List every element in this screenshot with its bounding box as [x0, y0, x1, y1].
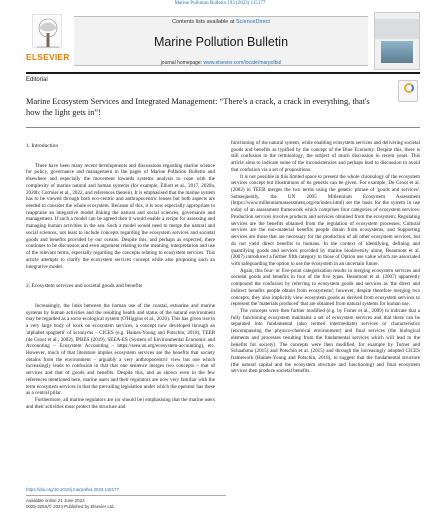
journal-homepage-link[interactable]: www.elsevier.com/locate/marpolbul — [203, 60, 282, 66]
article-type: Editorial — [26, 77, 48, 83]
left-column — [26, 140, 215, 410]
article-footer — [26, 487, 226, 510]
issn-copyright: 0025-326X/© 2023 Published by Elsevier Ltd. — [26, 503, 115, 509]
journal-homepage-line — [74, 60, 368, 66]
paragraph: Again, this four- or five-point categorisation results in merging ecosystem services and societal goods and benefits in four of the five types. Beaumont et al. (2007) apparently compound the confusion by referring to ecosystem goods and services as 'the direct and indirect benefits people obtain from ecosystems'; however, despite therefore merging two concepts, they also implicitly view ecosystem goods as derived from ecosystem services to represent the 'materials produced' that are obtained from natural systems for human use. — [231, 267, 420, 308]
elsevier-logo — [26, 12, 68, 62]
journal-header — [26, 12, 420, 68]
paragraph: The concepts were then further modified (e.g. by Fisher et al., 2009) to indicate that a fully functioning ecosystem maintains a set of ecosystem services and that these can be separated into fundamental (also termed intermediate) services or characteristics (encompassing the physico-chemical environment) and final services (the biological elements and processes resulting from the fundamental services which will lead to the benefits for society). The concepts were then modified, for example by Turner and Schaafsma (2015) and Potschin et al. (2015) and through the increasingly adopted CICES framework (Haines-Young and Potschin, 2018), to suggest that the fundamental structure (the natural capital and the ecosystem structure and functioning) and final ecosystem services then produce societal benefits. — [231, 307, 420, 375]
cover-title-band — [375, 19, 419, 39]
right-column — [231, 140, 420, 375]
paragraph: It is not possible in this limited space to present the whole chronology of the ecosystem services concept but illustrations of its genesis can be given. For example, De Groot et al. (2002) in TEEB merges the two terms using the generic phrase of 'goods and services'. Subsequently, the UN 2005 Millennium Ecosystem Assessment (https://www.millenniumassessment.org/en/index.html) set the basis for the system in use today of an assessment framework which comprises four categories of ecosystem services: Production services involve products and services obtained from the ecosystem; Regulating services are the benefits obtained from the regulation of ecosystem processes; Cultural services are the non-material benefits people obtain from ecosystems, and Supporting services are those that are necessary for the production of all other ecosystem services, but do not yield direct benefits to humans. In the context of identifying, defining and quantifying goods and services provided by marine biodiversity alone, Beaumont et al. (2007) introduced a further fifth category to those of Option use value which are associated with safeguarding the option to use the ecosystem in an uncertain future. — [231, 173, 420, 267]
paragraph: Increasingly, the links between the human use of the coastal, estuarine and marine systems by human activities and the resulting health and status of the natural environment may be regarded as a socio-ecological system (O'Higgins et al., 2020). This has given rise to a very large body of work on ecosystem services, a concept now developed through an 'alphabet spaghetti' of acronyms – CICES (e.g. Haines-Young and Potschin, 2018), TEEB (de Groot et al., 2002), IPBES (2019), SEEA-ES (System of Environmental Economic and Accounting – Ecosystem Accounting - https://seea.un.org/ecosystem-accounting), etc. However, much of that literature implies ecosystem services are the benefits that society obtains from the environment – arguably a very anthropocentric view but one which increasingly leads to confusion in that that one sentence merges two concepts – that of services and that of goods and benefits. Despite this, and as shown even in the few references mentioned here, marine users and their regulators are now very familiar with the term ecosystem services in that the prevailing legislation under which the operator has these as a central pillar. — [26, 302, 215, 397]
paragraph: Furthermore, all marine regulators are (or should be) emphasising that the marine users and their activities must protect the structure and — [26, 397, 215, 410]
elsevier-tree-icon — [32, 14, 62, 48]
title-divider — [26, 127, 420, 128]
journal-reference-top[interactable]: Marine Pollution Bulletin 193 (2023) 115177 — [174, 1, 266, 6]
check-updates-icon — [404, 83, 414, 93]
doi-link[interactable]: https://doi.org/10.1016/j.marpolbul.2023.115177 — [26, 487, 119, 492]
section-heading-introduction: 1. Introduction — [26, 143, 59, 149]
paragraph: functioning of the natural system, while enabling ecosystem services and delivering societal goods and benefits as typified by the concept of the Blue Economy. Despite this, there is still confusion in the terminology, the subject of much discussion in recent years. This article aims to indicate some of the inconsistencies and perhaps lead to discussion to avoid that confusion via a set of propositions. — [231, 140, 420, 173]
contents-line — [74, 19, 368, 25]
footer-divider — [26, 495, 226, 496]
contents-prefix: Contents lists available at — [172, 19, 236, 25]
journal-cover-thumbnail[interactable] — [374, 12, 420, 70]
sciencedirect-link[interactable]: ScienceDirect — [235, 19, 270, 25]
elsevier-wordmark: ELSEVIER — [26, 52, 70, 62]
cover-image — [381, 41, 413, 63]
available-online-date: Available online 21 June 2023 — [26, 497, 85, 503]
journal-homepage-prefix: journal homepage: — [160, 60, 204, 66]
paragraph: There have been many recent developments and discussions regarding marine science for policy, governance and management in the pages of Marine Pollution Bulletin and elsewhere and especially the movement towards systems analysis to cope with the complexity of marine natural and human systems (for example, Elliott et al., 2017, 2020a, 2020b; Cormier et al., 2022, and references therein). It is emphasised that the marine system has to be viewed through both eco-centric and anthropocentric lenses but both aspects are needed to consider the whole ecosystem. Because of this, it is now especially appropriate to reappraise an integrative model linking the natural and social sciences, governance and management. If such a model can be agreed then it would enable a recipe for assessing and managing human activities in the sea. Such a model would need to merge the natural and social sciences, not least to include concepts regarding the ecosystem services and societal goods and benefits provided by our oceans. Despite this, and perhaps as expected, there continues to be discussion and even argument relating to the meaning, interpretation and use of the relevant terms, especially regarding the concepts relating to ecosystem services. This article attempts to clarify the ecosystem services concept while also proposing such an integrative model. — [26, 162, 215, 270]
header-divider — [26, 72, 420, 74]
check-for-updates-button[interactable] — [398, 80, 418, 102]
journal-banner — [74, 16, 368, 66]
journal-title: Marine Pollution Bulletin — [153, 35, 289, 49]
article-title: Marine Ecosystem Services and Integrated Management: “There's a crack, a crack in everything, that's how the light gets in”! — [26, 97, 370, 117]
section-heading-ecosystem-services: 2. Ecosystem services and societal goods and benefits — [26, 283, 143, 290]
